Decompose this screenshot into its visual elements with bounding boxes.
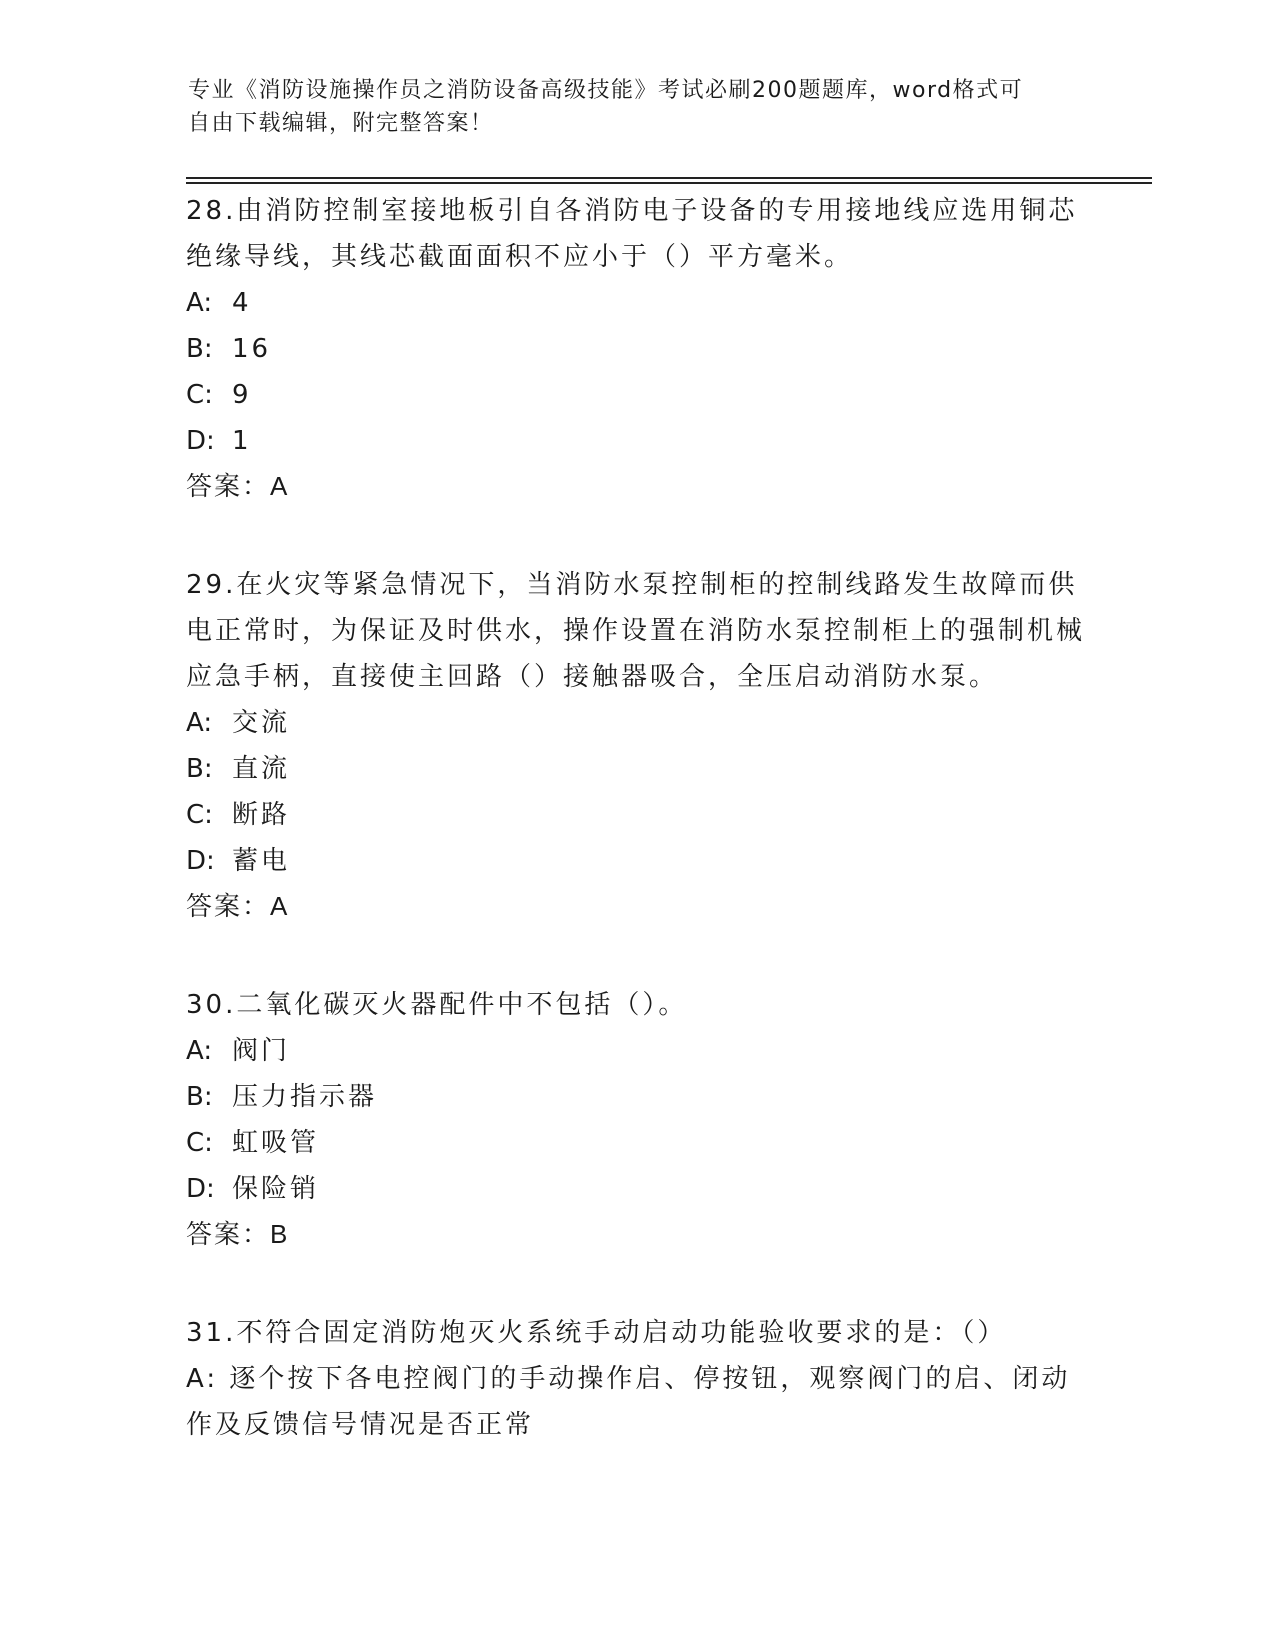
option-text: 虹吸管 xyxy=(232,1128,320,1158)
question-28 xyxy=(186,188,1086,508)
header-rule-bottom xyxy=(186,182,1152,184)
option-label: D: xyxy=(186,426,215,456)
question-text: 31.不符合固定消防炮灭火系统手动启动功能验收要求的是：（） xyxy=(186,1318,1007,1348)
option-text: 蓄电 xyxy=(232,846,291,876)
option-text: 压力指示器 xyxy=(232,1082,378,1112)
answer-line: 答案：B xyxy=(186,1219,290,1249)
option-b xyxy=(186,326,1086,372)
option-text: 9 xyxy=(232,380,252,410)
option-d xyxy=(186,1166,1086,1212)
question-29 xyxy=(186,562,1086,928)
option-a xyxy=(186,700,1086,746)
option-text: 阀门 xyxy=(232,1036,291,1066)
option-text: 逐个按下各电控阀门的手动操作启、停按钮，观察阀门的启、闭动作及反馈信号情况是否正常 xyxy=(186,1364,1071,1440)
option-label: A: xyxy=(186,1036,213,1066)
header-line-2: 自由下载编辑，附完整答案！ xyxy=(188,111,494,136)
option-label: A: xyxy=(186,288,213,318)
option-a xyxy=(186,1028,1086,1074)
question-list xyxy=(186,188,1086,1502)
option-text: 直流 xyxy=(232,754,291,784)
option-label: B: xyxy=(186,1082,213,1112)
question-text: 28.由消防控制室接地板引自各消防电子设备的专用接地线应选用铜芯绝缘导线，其线芯截面面积不应小于（）平方毫米。 xyxy=(186,196,1078,272)
option-label: A: xyxy=(186,708,213,738)
option-label: B: xyxy=(186,334,213,364)
option-label: C: xyxy=(186,380,213,410)
option-a xyxy=(186,1356,1086,1448)
option-label: B: xyxy=(186,754,213,784)
option-c xyxy=(186,792,1086,838)
question-31 xyxy=(186,1310,1086,1448)
option-text: 交流 xyxy=(232,708,291,738)
option-b xyxy=(186,1074,1086,1120)
option-label: D: xyxy=(186,1174,215,1204)
question-text: 29.在火灾等紧急情况下，当消防水泵控制柜的控制线路发生故障而供电正常时，为保证及时供水，操作设置在消防水泵控制柜上的强制机械应急手柄，直接使主回路（）接触器吸合，全压启动消防水泵。 xyxy=(186,570,1086,692)
answer-line: 答案：A xyxy=(186,891,290,921)
option-text: 4 xyxy=(232,288,252,318)
option-d xyxy=(186,838,1086,884)
option-label: A: xyxy=(186,1364,219,1394)
option-text: 1 xyxy=(232,426,252,456)
option-label: D: xyxy=(186,846,215,876)
option-c xyxy=(186,372,1086,418)
header-line-1: 专业《消防设施操作员之消防设备高级技能》考试必刷200题题库，word格式可 xyxy=(188,78,1024,103)
option-label: C: xyxy=(186,800,213,830)
option-b xyxy=(186,746,1086,792)
option-text: 保险销 xyxy=(232,1174,320,1204)
option-label: C: xyxy=(186,1128,213,1158)
option-c xyxy=(186,1120,1086,1166)
question-30 xyxy=(186,982,1086,1256)
question-text: 30.二氧化碳灭火器配件中不包括（）。 xyxy=(186,990,688,1020)
answer-line: 答案：A xyxy=(186,471,290,501)
option-d xyxy=(186,418,1086,464)
option-a xyxy=(186,280,1086,326)
option-text: 断路 xyxy=(232,800,291,830)
document-header xyxy=(188,74,1088,140)
header-rule-top xyxy=(186,177,1152,179)
option-text: 16 xyxy=(232,334,272,364)
